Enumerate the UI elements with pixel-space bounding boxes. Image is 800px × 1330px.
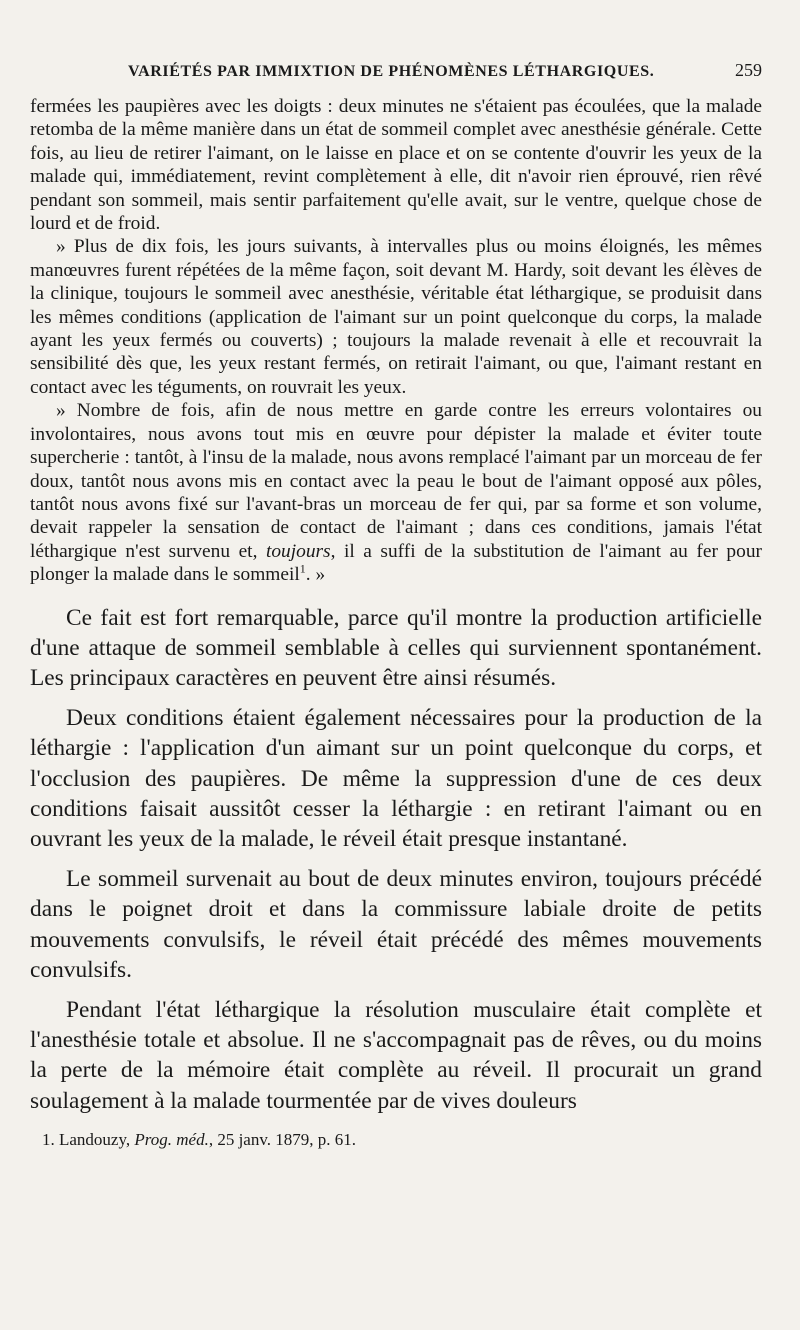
footnote-author: Landouzy,	[59, 1129, 135, 1149]
footnote	[30, 1130, 762, 1150]
running-head	[30, 60, 762, 81]
quote-closing: . »	[305, 564, 326, 586]
main-text	[30, 603, 762, 1116]
emphasis-text: toujours	[265, 540, 331, 562]
quote-paragraph	[30, 399, 762, 586]
running-title: VARIÉTÉS PAR IMMIXTION DE PHÉNOMÈNES LÉTHARGIQUES.	[128, 63, 655, 80]
footnote-journal: Prog. méd.	[134, 1129, 209, 1149]
quote-text: , il a suffi de la substitution de l'aimant au fer pour plonger la malade dans le sommeil	[30, 540, 762, 586]
body-paragraph: Deux conditions étaient également nécessaires pour la production de la léthargie : l'application d'un aimant sur un point quelconque du corps, et l'occlusion des paupières. De même la suppression d'une de ces deux conditions faisait aussitôt cesser la léthargie : en retirant l'aimant ou en ouvrant les yeux de la malade, le réveil était presque instantané.	[30, 705, 762, 852]
quote-text: » Nombre de fois, afin de nous mettre en garde contre les erreurs volontaires ou involontaires, nous avons tout mis en œuvre pour dépister la malade et éviter toute supercherie : tantôt, à l'insu de la malade, nous avons remplacé l'aimant par un morceau de fer doux, tantôt nous avons mis en contact avec la peau le bout de l'aimant opposé aux pôles, tantôt nous avons fixé sur l'avant-bras un morceau de fer qui, par sa forme et son volume, devait rappeler la sensation de contact de l'aimant ; dans ces conditions, jamais l'état léthargique n'est survenu et,	[30, 400, 762, 562]
footnote-details: , 25 janv. 1879, p. 61.	[208, 1129, 356, 1149]
footnote-ref: 1	[299, 561, 306, 576]
footnote-number: 1.	[42, 1129, 55, 1149]
quote-paragraph: » Plus de dix fois, les jours suivants, à intervalles plus ou moins éloignés, les mêmes manœuvres furent répétées de la même façon, soit devant M. Hardy, soit devant les élèves de la clinique, toujours le sommeil avec anesthésie, véritable état léthargique, se produisit dans les mêmes conditions (application de l'aimant sur un point quelconque du corps, la malade ayant les yeux fermés ou couverts) ; toujours la malade revenait à elle et recouvrait la sensibilité dès que, les yeux restant fermés, on retirait l'aimant, ou que, l'aimant restant en contact avec les téguments, on rouvrait les yeux.	[30, 236, 762, 398]
page-number: 259	[735, 60, 762, 80]
body-paragraph: Ce fait est fort remarquable, parce qu'il montre la production artificielle d'une attaque de sommeil semblable à celles qui surviennent spontanément. Les principaux caractères en peuvent être ainsi résumés.	[30, 604, 762, 691]
quote-paragraph: fermées les paupières avec les doigts : deux minutes ne s'étaient pas écoulées, que la malade retomba de la même manière dans un état de sommeil complet avec anesthésie générale. Cette fois, au lieu de retirer l'aimant, on le laisse en place et on se contente d'ouvrir les yeux de la malade qui, immédiatement, revint complètement à elle, dit n'avoir rien éprouvé, rien rêvé pendant son sommeil, mais sentir parfaitement qu'elle avait, sur le ventre, quelque chose de lourd et de froid.	[30, 96, 762, 235]
body-paragraph: Le sommeil survenait au bout de deux minutes environ, toujours précédé dans le poignet droit et dans la commissure labiale droite de petits mouvements convulsifs, le réveil était précédé des mêmes mouvements convulsifs.	[30, 866, 762, 983]
quoted-passage	[30, 95, 762, 587]
body-paragraph: Pendant l'état léthargique la résolution musculaire était complète et l'anesthésie totale et absolue. Il ne s'accompagnait pas de rêves, ou du moins la perte de la mémoire était complète au réveil. Il procurait un grand soulagement à la malade tourmentée par de vives douleurs	[30, 996, 762, 1114]
